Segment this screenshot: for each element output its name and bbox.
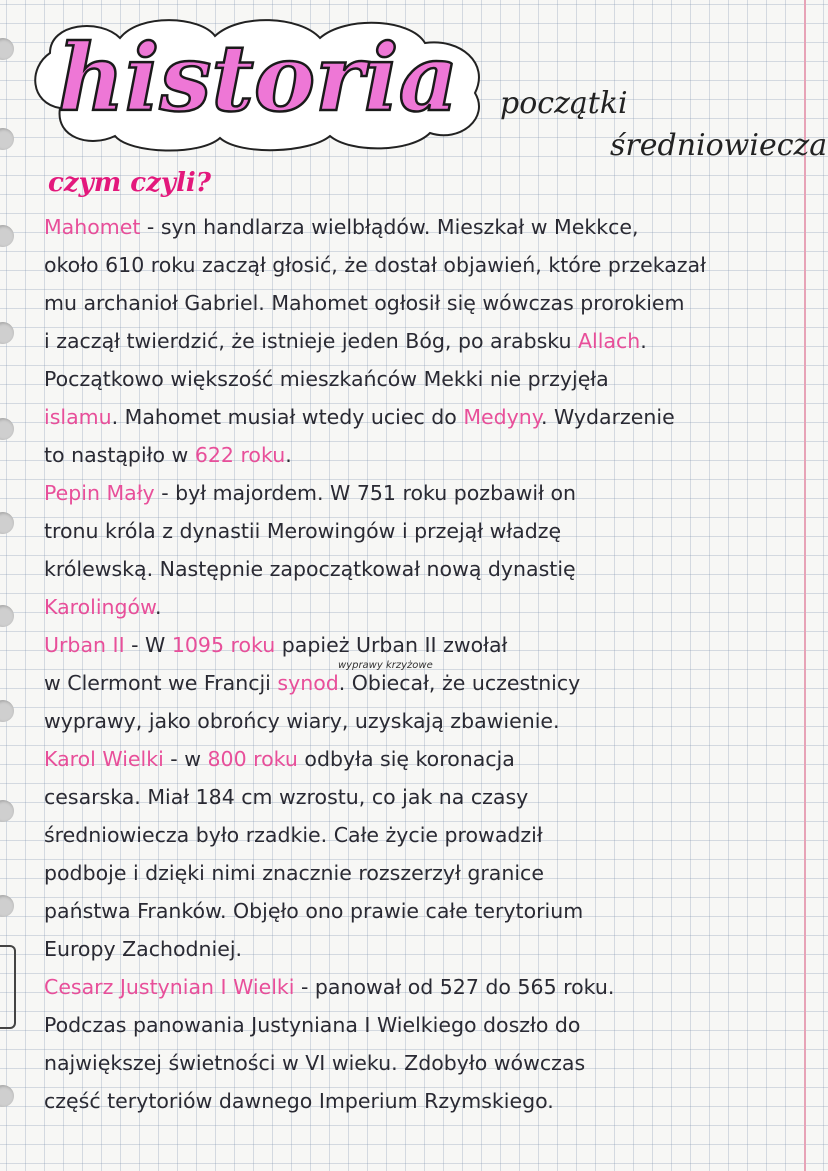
note-text: w Clermont we Francji xyxy=(44,671,278,695)
note-line xyxy=(44,246,796,284)
highlighted-term: synod xyxy=(277,671,339,695)
highlighted-term: Karol Wielki xyxy=(44,747,164,771)
note-text: . Obiecał, że uczestnicy xyxy=(338,671,581,695)
subtitle-line-1: początki xyxy=(500,86,628,121)
note-line xyxy=(44,930,796,968)
punch-hole xyxy=(0,1085,14,1107)
note-text: cesarska. Miał 184 cm wzrostu, co jak na czasy xyxy=(44,785,529,809)
note-line xyxy=(44,778,796,816)
title-banner xyxy=(20,8,500,158)
note-line xyxy=(44,474,796,512)
punch-hole xyxy=(0,322,14,344)
binder-clip xyxy=(0,945,16,1029)
note-text: średniowiecza było rzadkie. Całe życie prowadził xyxy=(44,823,543,847)
note-text: część terytoriów dawnego Imperium Rzymskiego. xyxy=(44,1089,554,1113)
punch-hole xyxy=(0,38,14,60)
page-title: historia xyxy=(57,24,459,132)
punch-hole xyxy=(0,512,14,534)
note-text: . Mahomet musiał wtedy uciec do xyxy=(111,405,464,429)
section-heading: czym czyli? xyxy=(48,168,211,198)
highlighted-term: Mahomet xyxy=(44,215,141,239)
margin-line xyxy=(804,0,806,1171)
subtitle-line-2: średniowiecza xyxy=(610,128,828,163)
highlighted-term: Cesarz Justynian I Wielki xyxy=(44,975,295,999)
note-text: . Wydarzenie xyxy=(540,405,675,429)
note-text: królewską. Następnie zapoczątkował nową dynastię xyxy=(44,557,576,581)
highlighted-term: Karolingów xyxy=(44,595,155,619)
note-text: . xyxy=(155,595,162,619)
highlighted-term: islamu xyxy=(44,405,112,429)
highlighted-term: Urban II xyxy=(44,633,125,657)
notes-body xyxy=(44,208,796,1120)
note-line xyxy=(44,436,796,474)
note-text: Podczas panowania Justyniana I Wielkiego doszło do xyxy=(44,1013,581,1037)
note-text: tronu króla z dynastii Merowingów i przejął władzę xyxy=(44,519,562,543)
note-text: podboje i dzięki nimi znacznie rozszerzył granice xyxy=(44,861,544,885)
note-text: . xyxy=(640,329,647,353)
punch-hole xyxy=(0,700,14,722)
punch-hole xyxy=(0,605,14,627)
note-line xyxy=(44,626,796,664)
note-text: i zaczął twierdzić, że istnieje jeden Bóg, po arabsku xyxy=(44,329,579,353)
punch-hole xyxy=(0,800,14,822)
punch-hole xyxy=(0,225,14,247)
note-line xyxy=(44,816,796,854)
note-text: odbyła się koronacja xyxy=(297,747,515,771)
note-line xyxy=(44,664,796,702)
highlighted-term: 622 roku xyxy=(194,443,286,467)
note-line xyxy=(44,740,796,778)
note-text: - był majordem. W 751 roku pozbawił on xyxy=(154,481,576,505)
note-line xyxy=(44,398,796,436)
note-line xyxy=(44,588,796,626)
highlighted-term: 800 roku xyxy=(207,747,298,771)
note-line xyxy=(44,854,796,892)
note-text: - w xyxy=(163,747,208,771)
note-line xyxy=(44,702,796,740)
note-text: Początkowo większość mieszkańców Mekki nie przyjęła xyxy=(44,367,609,391)
note-line xyxy=(44,1044,796,1082)
note-line xyxy=(44,968,796,1006)
note-line xyxy=(44,360,796,398)
punch-hole xyxy=(0,418,14,440)
note-text: . xyxy=(285,443,292,467)
note-line xyxy=(44,550,796,588)
note-text: około 610 roku zaczął głosić, że dostał objawień, które przekazał xyxy=(44,253,706,277)
note-line xyxy=(44,512,796,550)
note-line xyxy=(44,1082,796,1120)
highlighted-term: Allach xyxy=(578,329,641,353)
note-line xyxy=(44,208,796,246)
note-text: Europy Zachodniej. xyxy=(44,937,243,961)
note-text: państwa Franków. Objęło ono prawie całe terytorium xyxy=(44,899,584,923)
margin-annotation: wyprawy krzyżowe xyxy=(338,660,433,671)
highlighted-term: 1095 roku xyxy=(171,633,276,657)
note-line xyxy=(44,284,796,322)
note-text: papież Urban II zwołał xyxy=(275,633,508,657)
note-text: największej świetności w VI wieku. Zdobyło wówczas xyxy=(44,1051,586,1075)
highlighted-term: Pepin Mały xyxy=(44,481,155,505)
note-text: - syn handlarza wielbłądów. Mieszkał w Mekkce, xyxy=(140,215,639,239)
note-text: - W xyxy=(124,633,172,657)
note-text: wyprawy, jako obrońcy wiary, uzyskają zbawienie. xyxy=(44,709,560,733)
note-text: mu archanioł Gabriel. Mahomet ogłosił się wówczas prorokiem xyxy=(44,291,685,315)
note-line xyxy=(44,892,796,930)
note-line xyxy=(44,322,796,360)
note-text: to nastąpiło w xyxy=(44,443,195,467)
punch-hole xyxy=(0,895,14,917)
punch-hole xyxy=(0,128,14,150)
highlighted-term: Medyny xyxy=(463,405,541,429)
note-text: - panował od 527 do 565 roku. xyxy=(294,975,615,999)
note-line xyxy=(44,1006,796,1044)
